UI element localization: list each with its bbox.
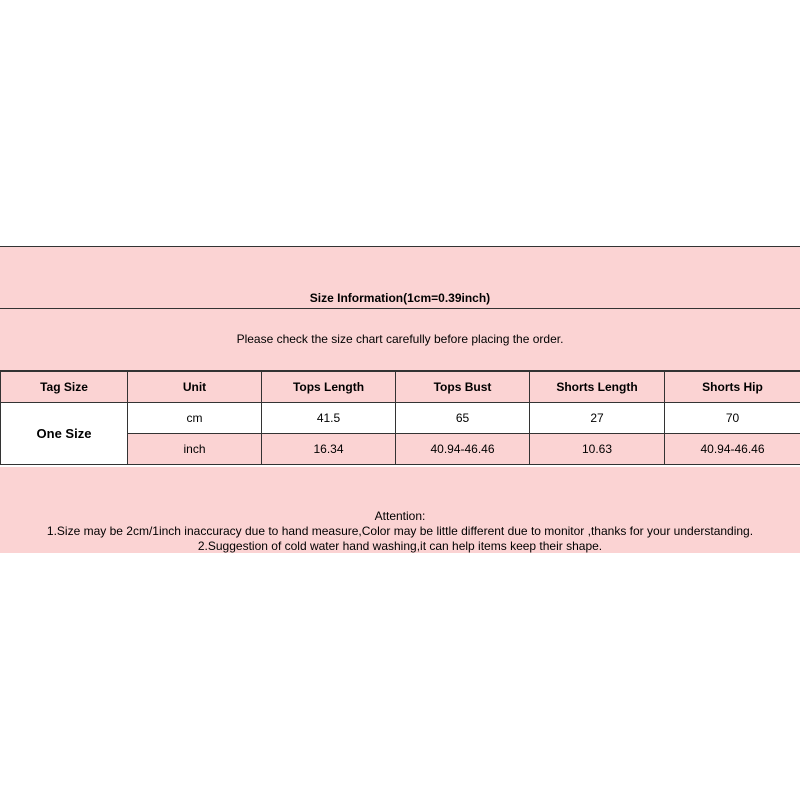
tops-length-cell: 41.5	[262, 403, 396, 434]
header-shorts-hip: Shorts Hip	[665, 372, 800, 403]
header-shorts-length: Shorts Length	[530, 372, 665, 403]
title-band	[0, 247, 800, 309]
header-unit: Unit	[128, 372, 262, 403]
header-tops-length: Tops Length	[262, 372, 396, 403]
attention-heading: Attention:	[374, 509, 426, 523]
table-header-row	[1, 372, 800, 403]
shorts-length-cell: 10.63	[530, 434, 665, 465]
tops-length-cell: 16.34	[262, 434, 396, 465]
unit-cell: cm	[128, 403, 262, 434]
table-row	[1, 403, 800, 434]
attention-line-2: 2.Suggestion of cold water hand washing,it can help items keep their shape.	[197, 539, 603, 553]
shorts-hip-cell: 40.94-46.46	[665, 434, 800, 465]
attention-band	[0, 467, 800, 553]
tops-bust-cell: 40.94-46.46	[396, 434, 530, 465]
size-table	[0, 371, 800, 465]
tops-bust-cell: 65	[396, 403, 530, 434]
order-notice: Please check the size chart carefully before placing the order.	[236, 332, 564, 346]
shorts-hip-cell: 70	[665, 403, 800, 434]
header-tops-bust: Tops Bust	[396, 372, 530, 403]
header-tag-size: Tag Size	[1, 372, 128, 403]
size-info-title: Size Information(1cm=0.39inch)	[309, 291, 491, 305]
size-chart	[0, 246, 800, 553]
tag-size-cell: One Size	[1, 403, 128, 465]
unit-cell: inch	[128, 434, 262, 465]
attention-line-1: 1.Size may be 2cm/1inch inaccuracy due to hand measure,Color may be little different due to monitor ,thanks for your understanding.	[46, 524, 754, 538]
notice-band	[0, 309, 800, 371]
shorts-length-cell: 27	[530, 403, 665, 434]
